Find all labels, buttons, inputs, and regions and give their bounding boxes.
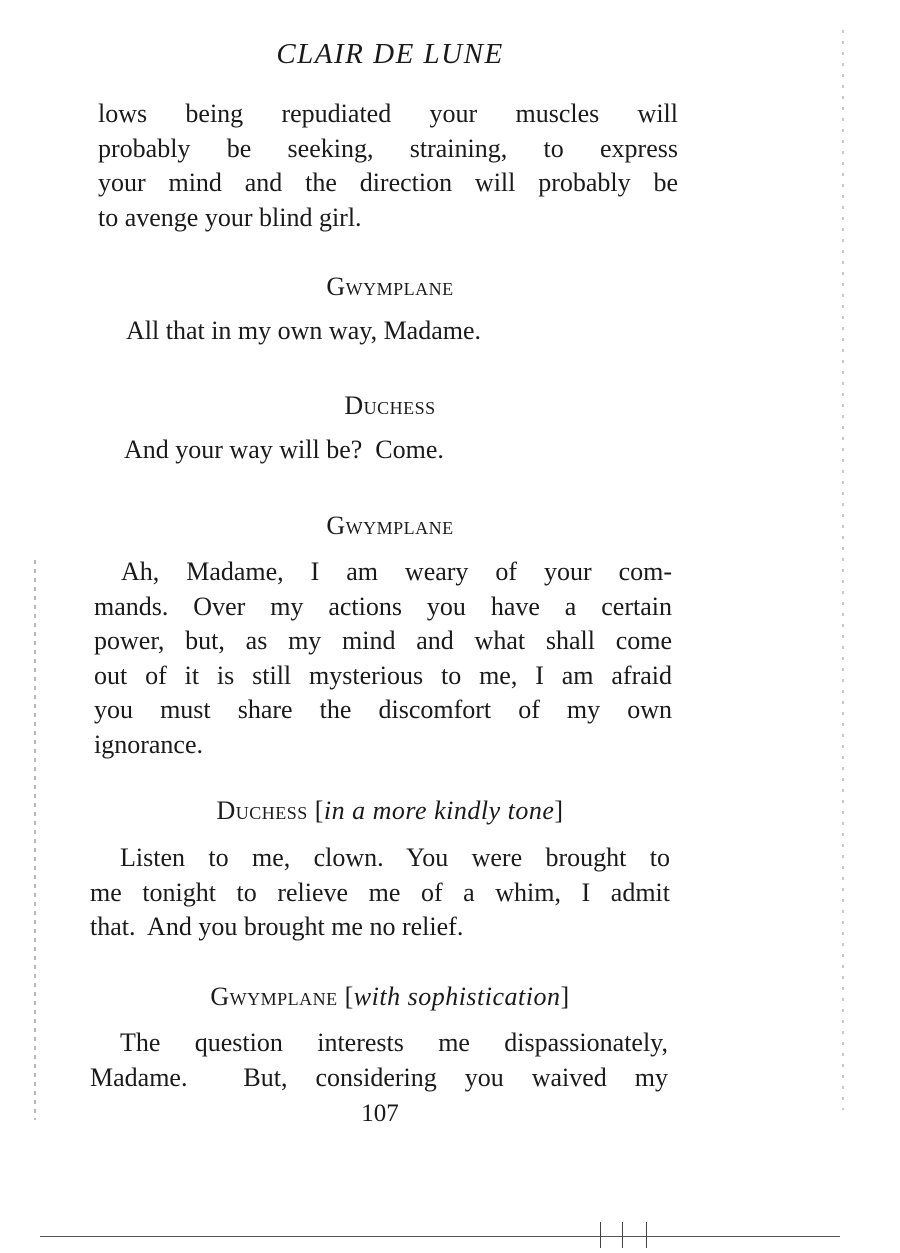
text-line: probably be seeking, straining, to express bbox=[98, 133, 678, 163]
speaker-heading: Duchess [in a more kindly tone] bbox=[216, 796, 564, 825]
running-head: CLAIR DE LUNE bbox=[276, 38, 504, 70]
text-line: ignorance. bbox=[94, 729, 204, 759]
text-line: that. And you brought me no relief. bbox=[90, 912, 464, 941]
speaker-name: Gwymplane bbox=[326, 272, 454, 301]
text-line: to avenge your blind girl. bbox=[98, 202, 362, 232]
paragraph bbox=[94, 555, 672, 762]
text-line: Madame. But, considering you waived my bbox=[90, 1062, 668, 1092]
paragraph bbox=[90, 1026, 668, 1095]
speaker-heading bbox=[0, 272, 780, 302]
scan-bottom-ticks bbox=[600, 1222, 660, 1248]
speaker-name: Gwymplane bbox=[326, 511, 454, 540]
paragraph bbox=[90, 841, 670, 945]
text-line: All that in my own way, Madame. bbox=[126, 316, 482, 345]
scan-edge-left bbox=[34, 560, 36, 1120]
text-line: me tonight to relieve me of a whim, I admit bbox=[90, 877, 670, 907]
stage-direction: in a more kindly tone bbox=[323, 796, 555, 825]
text-line: The question interests me dispassionately, bbox=[120, 1028, 668, 1057]
text-line: you must share the discomfort of my own bbox=[94, 695, 672, 724]
speaker-heading bbox=[0, 391, 780, 421]
text-line: mands. Over my actions you have a certain bbox=[94, 591, 672, 621]
speaker-name: Duchess bbox=[344, 391, 436, 420]
text-line: Ah, Madame, I am weary of your com- bbox=[121, 557, 672, 586]
text-line: your mind and the direction will probably be bbox=[98, 168, 678, 197]
paragraph bbox=[124, 433, 684, 468]
speaker-name: Duchess bbox=[216, 796, 308, 825]
paragraph bbox=[98, 97, 678, 235]
text-line: power, but, as my mind and what shall come bbox=[94, 626, 672, 655]
text-line: lows being repudiated your muscles will bbox=[98, 99, 678, 128]
stage-direction: with sophistication bbox=[353, 982, 561, 1011]
speaker-name: Gwymplane bbox=[210, 982, 338, 1011]
scan-bottom-rule bbox=[40, 1236, 840, 1237]
paragraph bbox=[126, 314, 686, 349]
scan-edge-right bbox=[842, 30, 844, 1110]
text-line: out of it is still mysterious to me, I am afraid bbox=[94, 660, 672, 690]
speaker-heading: Gwymplane [with sophistication] bbox=[210, 982, 570, 1011]
page-number: 107 bbox=[361, 1100, 399, 1127]
speaker-heading bbox=[0, 511, 780, 541]
text-line: Listen to me, clown. You were brought to bbox=[120, 843, 670, 872]
text-line: And your way will be? Come. bbox=[124, 435, 444, 464]
